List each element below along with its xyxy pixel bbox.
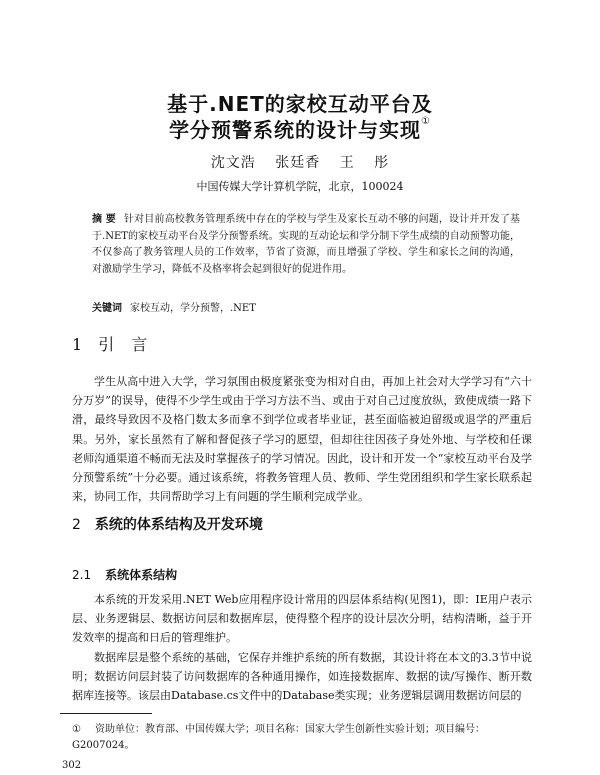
footnote (72, 722, 532, 754)
abstract (92, 212, 520, 278)
section-2-1-paragraph-1: 本系统的开发采用.NET Web应用程序设计常用的四层体系结构(见图1)，即：IE用户表示层、业务逻辑层、数据访问层和数据库层，使得整个程序的设计层次分明，结构清晰，益于开发效率的提高和日后的管理维护。 (72, 593, 532, 645)
section-2-title: 系统的体系结构及开发环境 (94, 517, 263, 533)
section-2-1-heading (72, 566, 177, 583)
section-1-paragraph: 学生从高中进入大学，学习氛围由极度紧张变为相对自由，再加上社会对大学学习有“六十分万岁”的误导，使得不少学生或由于学习方法不当、或由于对自己过度放纵，致使成绩一路下滑，最终导致因不及格门数太多而拿不到学位或者毕业证，甚至面临被迫留级或退学的严重后果。另外，家长虽然有了解和督促孩子学习的愿望，但却往往因孩子身处外地、与学校和任课老师沟通渠道不畅而无法及时掌握孩子的学习情况。因此，设计和开发一个“家校互动平台及学分预警系统”十分必要。通过该系统，将教务管理人员、教师、学生党团组织和学生家长联系起来，协同工作，共同帮助学习上有问题的学生顺利完成学业。 (72, 375, 532, 504)
section-2-1-number: 2.1 (72, 568, 92, 582)
footnote-text: 资助单位：教育部、中国传媒大学；项目名称：国家大学生创新性实验计划；项目编号：G2007024。 (72, 724, 485, 751)
section-2-number: 2 (72, 517, 81, 533)
section-1-heading (72, 332, 153, 355)
section-2-heading (72, 514, 263, 534)
paper-title-line-2 (0, 114, 600, 143)
footnote-divider (60, 713, 152, 714)
section-2-1-title: 系统体系结构 (105, 568, 178, 582)
title-line-1-text: 基于.NET的家校互动平台及 (167, 92, 433, 116)
title-footnote-mark: ① (421, 116, 431, 127)
page-number: 302 (62, 760, 82, 771)
author-list: 沈文浩 张廷香 王 彤 (210, 155, 390, 171)
affiliation: 中国传媒大学计算机学院，北京，100024 (196, 180, 404, 193)
section-2-1-paragraph-2: 数据库层是整个系统的基础，它保存并维护系统的所有数据，其设计将在本文的3.3节中说明；数据访问层封装了访问数据库的各种通用操作，如连接数据库、数据的读/写操作、断开数据库连接等。该层由Database.cs文件中的Database类实现；业务逻辑层调用数据访问层的 (72, 651, 532, 703)
keywords-text: 家校互动，学分预警，.NET (130, 303, 256, 314)
abstract-label: 摘 要 (92, 214, 116, 225)
section-1-title: 引 言 (98, 335, 154, 354)
paper-title-line-1 (0, 88, 600, 117)
footnote-mark: ① (72, 724, 81, 735)
abstract-text: 针对目前高校教务管理系统中存在的学校与学生及家长互动不够的问题，设计并开发了基于.NET的家校互动平台及学分预警系统。实现的互动论坛和学分制下学生成绩的自动预警功能，不仅参高了教务管理人员的工作效率，节省了资源，而且增强了学校、学生和家长之间的沟通，对激励学生学习，降低不及格率将会起到很好的促进作用。 (92, 214, 521, 275)
title-line-2-text: 学分预警系统的设计与实现 (169, 118, 422, 142)
section-1-number: 1 (72, 335, 89, 354)
keywords-label: 关键词 (92, 303, 122, 314)
keywords (92, 301, 520, 317)
